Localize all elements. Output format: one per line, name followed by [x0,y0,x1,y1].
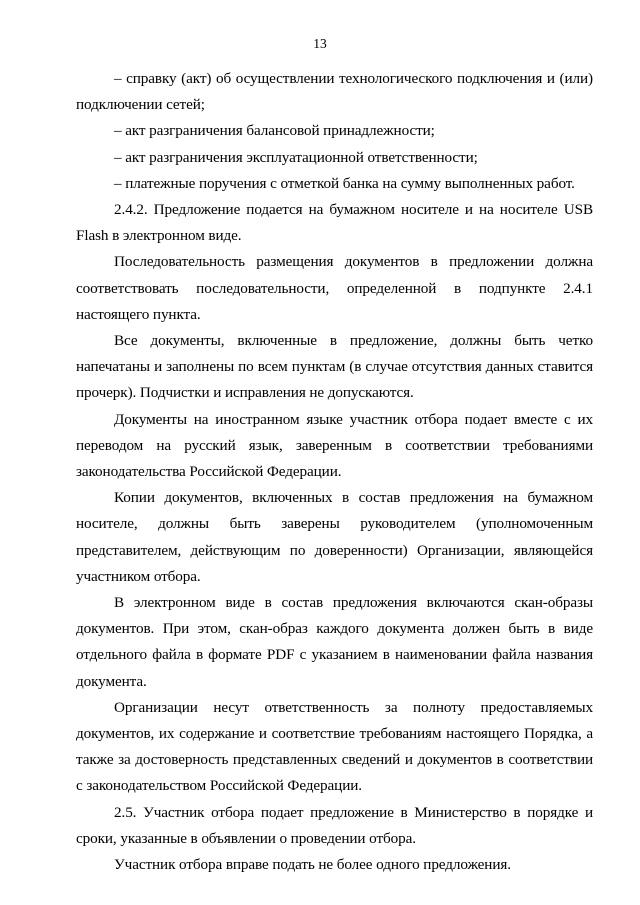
paragraph-responsibility: Организации несут ответственность за полноту предоставляемых документов, их содержание и соответствие требованиям настоящего Порядка, а также за достоверность представленных сведений и документов в соответствии с законодательством Российской Федерации. [76,698,593,795]
paragraph-electronic: В электронном виде в состав предложения включаются скан-образы документов. При этом, скан-образ каждого документа должен быть в виде отдельного файла в формате PDF с указанием в наименовании файла названия документа. [76,594,593,690]
paragraph-sequence: Последовательность размещения документов в предложении должна соответствовать последовательности, определенной в подпункте 2.4.1 настоящего пункта. [76,253,593,323]
paragraph-printing: Все документы, включенные в предложение, должны быть четко напечатаны и заполнены по всем пунктам (в случае отсутствия данных ставится прочерк). Подчистки и исправления не допускаются. [76,332,593,402]
paragraph-2-4-2: 2.4.2. Предложение подается на бумажном носителе и на носителе USB Flash в электронном виде. [76,201,593,245]
paragraph-single-proposal: Участник отбора вправе подать не более одного предложения. [114,856,511,874]
paragraph-payment-orders: – платежные поручения с отметкой банка на сумму выполненных работ. [114,174,575,192]
paragraph-foreign-language: Документы на иностранном языке участник отбора подает вместе с их переводом на русский язык, заверенным в соответствии требованиями законодательства Российской Федерации. [76,410,593,481]
paragraph-copies: Копии документов, включенных в состав предложения на бумажном носителе, должны быть заверены руководителем (уполномоченным представителем, действующим по доверенности) Организации, являющейся участником отбора. [76,489,593,585]
page-number: 13 [313,36,327,51]
paragraph-operational-act: – акт разграничения эксплуатационной ответственности; [114,148,478,166]
paragraph-certificate: – справку (акт) об осуществлении технологического подключения и (или) подключении сетей; [76,70,593,114]
paragraph-2-5: 2.5. Участник отбора подает предложение в Министерство в порядке и сроки, указанные в объявлении о проведении отбора. [76,803,593,847]
document-body [76,66,593,878]
paragraph-balance-act: – акт разграничения балансовой принадлежности; [114,122,435,140]
